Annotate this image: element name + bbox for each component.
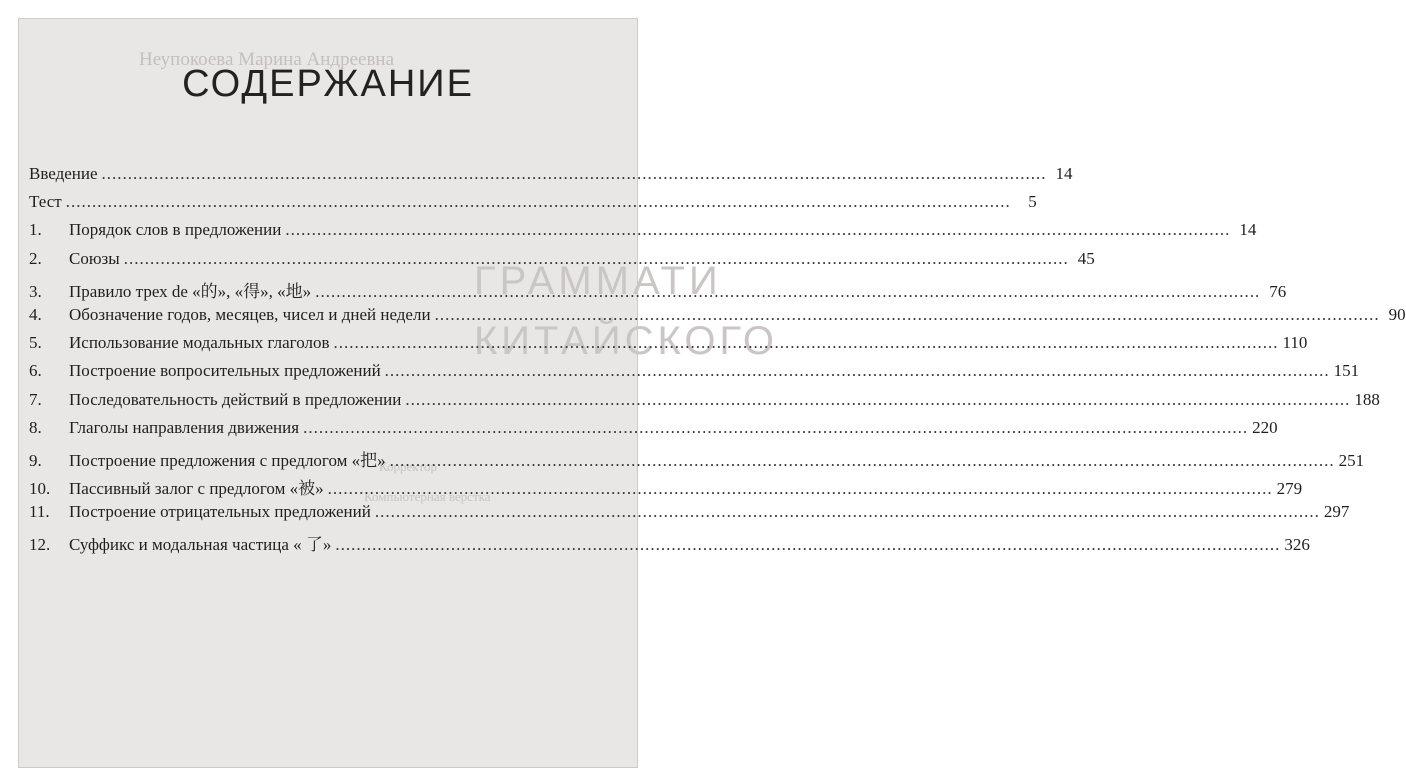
toc-leader-dots bbox=[335, 535, 1280, 555]
toc-leader-dots bbox=[303, 418, 1248, 438]
bleed-through-text: Компьютерная верстка bbox=[364, 489, 491, 504]
toc-entry bbox=[29, 389, 1380, 418]
toc-leader-dots bbox=[285, 220, 1230, 240]
toc-entry-label: Суффикс и модальная частица « 了» bbox=[69, 535, 332, 555]
toc-entry-number: 11. bbox=[29, 502, 50, 522]
toc-entry-number: 2. bbox=[29, 248, 42, 268]
toc-entry-page: 220 bbox=[1252, 417, 1278, 437]
toc-entry-page: 151 bbox=[1333, 361, 1360, 381]
toc-entry-page: 14 bbox=[1055, 164, 1073, 183]
toc-entry-page: 188 bbox=[1354, 389, 1380, 409]
toc-entry-number: 6. bbox=[29, 361, 42, 381]
toc-entry-label: Построение вопросительных предложений bbox=[69, 361, 381, 381]
toc-entry-label: Пассивный залог с предлогом «被» bbox=[69, 479, 324, 499]
toc-entry-page: 326 bbox=[1284, 535, 1310, 555]
toc-entry bbox=[29, 304, 1406, 333]
toc-entry-page: 251 bbox=[1338, 450, 1365, 470]
toc-entry bbox=[29, 417, 1278, 446]
toc-entry bbox=[29, 164, 1073, 192]
toc-entry-page: 279 bbox=[1276, 479, 1303, 499]
book-page bbox=[18, 18, 1406, 768]
toc-leader-dots bbox=[328, 479, 1273, 499]
toc-entry-label: Правило трех de «的», «得», «地» bbox=[69, 281, 312, 301]
toc-entry bbox=[29, 248, 1095, 277]
toc-entry-label: Союзы bbox=[69, 248, 120, 268]
toc-entry-page: 110 bbox=[1282, 333, 1308, 353]
toc-entry-label: Построение предложения с предлогом «把» bbox=[69, 450, 386, 470]
toc-leader-dots bbox=[435, 305, 1380, 325]
toc-entry-number: 1. bbox=[29, 220, 42, 240]
toc-leader-dots bbox=[405, 390, 1350, 410]
bleed-through-text: КИТАЙСКОГО bbox=[474, 319, 778, 363]
toc-entry-number: 10. bbox=[29, 479, 51, 499]
bleed-through-text: ГРАММАТИ bbox=[474, 259, 722, 303]
bleed-through-text: Неупокоева Марина Андреевна bbox=[139, 49, 395, 70]
toc-entry-page: 90 bbox=[1388, 304, 1406, 324]
toc-leader-dots bbox=[333, 333, 1278, 353]
toc-entry-number: 3. bbox=[29, 281, 42, 301]
toc-entry bbox=[29, 220, 1257, 248]
toc-leader-dots bbox=[315, 282, 1260, 302]
toc-leader-dots bbox=[375, 502, 1320, 522]
toc-leader-dots bbox=[66, 192, 1011, 212]
toc-entry-label: Использование модальных глаголов bbox=[69, 333, 330, 353]
toc-entry-page: 5 bbox=[1028, 192, 1037, 212]
toc-entry-page: 76 bbox=[1269, 281, 1287, 301]
toc-entry-number: 8. bbox=[29, 417, 42, 437]
toc-entry-label: Построение отрицательных предложений bbox=[69, 502, 371, 522]
toc-entry-number: 5. bbox=[29, 333, 42, 353]
toc-entry-page: 297 bbox=[1323, 502, 1350, 522]
page-title: СОДЕРЖАНИЕ bbox=[182, 63, 474, 105]
toc-entry bbox=[29, 446, 1365, 474]
toc-leader-dots bbox=[102, 164, 1047, 184]
toc-entry bbox=[29, 361, 1360, 389]
toc-entry-number: 7. bbox=[29, 389, 42, 409]
toc-entry-number: 9. bbox=[29, 450, 42, 470]
toc-entry-page: 45 bbox=[1077, 248, 1095, 268]
toc-leader-dots bbox=[124, 249, 1069, 269]
toc-entry-number: 4. bbox=[29, 304, 42, 324]
toc-entry-label: Тест bbox=[29, 192, 62, 212]
toc-leader-dots bbox=[385, 361, 1330, 381]
toc-entry bbox=[29, 530, 1310, 558]
toc-entry-label: Последовательность действий в предложении bbox=[69, 389, 402, 409]
toc-entry bbox=[29, 502, 1350, 530]
toc-entry-page: 14 bbox=[1239, 220, 1257, 240]
toc-entry-label: Введение bbox=[29, 164, 98, 183]
toc-entry bbox=[29, 192, 1037, 220]
toc-entry-label: Обозначение годов, месяцев, чисел и дней недели bbox=[69, 304, 431, 324]
toc-entry-label: Порядок слов в предложении bbox=[69, 220, 282, 240]
toc-entry bbox=[29, 474, 1303, 502]
toc-entry-label: Глаголы направления движения bbox=[69, 417, 300, 437]
toc-leader-dots bbox=[390, 451, 1335, 471]
bleed-through-text: Корректор bbox=[379, 459, 437, 474]
toc-entry-number: 12. bbox=[29, 535, 51, 555]
